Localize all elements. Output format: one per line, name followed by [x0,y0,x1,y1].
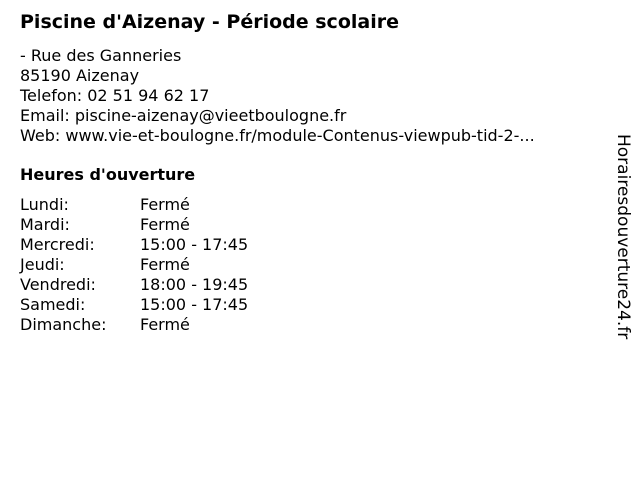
day-label: Mercredi: [20,235,95,254]
email-line: Email: piscine-aizenay@vieetboulogne.fr [20,106,347,125]
address-block [20,46,610,146]
day-label: Dimanche: [20,315,107,334]
time-value: Fermé [140,215,190,234]
hours-heading: Heures d'ouverture [20,165,196,184]
site-watermark: Horairesdouverture24.fr [613,134,633,340]
page-title: Piscine d'Aizenay - Période scolaire [20,11,399,33]
day-label: Lundi: [20,195,69,214]
web-line: Web: www.vie-et-boulogne.fr/module-Contenus-viewpub-tid-2-... [20,126,535,145]
hours-row-jeudi [20,255,610,275]
day-label: Samedi: [20,295,86,314]
time-value: Fermé [140,315,190,334]
hours-row-samedi [20,295,610,315]
time-value: Fermé [140,255,190,274]
phone-line: Telefon: 02 51 94 62 17 [20,86,210,105]
hours-row-lundi [20,195,610,215]
time-value: 15:00 - 17:45 [140,235,249,254]
hours-row-mercredi [20,235,610,255]
day-label: Jeudi: [20,255,65,274]
time-value: 18:00 - 19:45 [140,275,249,294]
time-value: Fermé [140,195,190,214]
hours-row-dimanche [20,315,610,335]
city-line: 85190 Aizenay [20,66,140,85]
day-label: Vendredi: [20,275,96,294]
hours-row-vendredi [20,275,610,295]
hours-row-mardi [20,215,610,235]
place-card [20,8,610,335]
day-label: Mardi: [20,215,70,234]
time-value: 15:00 - 17:45 [140,295,249,314]
street-line: - Rue des Ganneries [20,46,182,65]
hours-table [20,195,610,335]
